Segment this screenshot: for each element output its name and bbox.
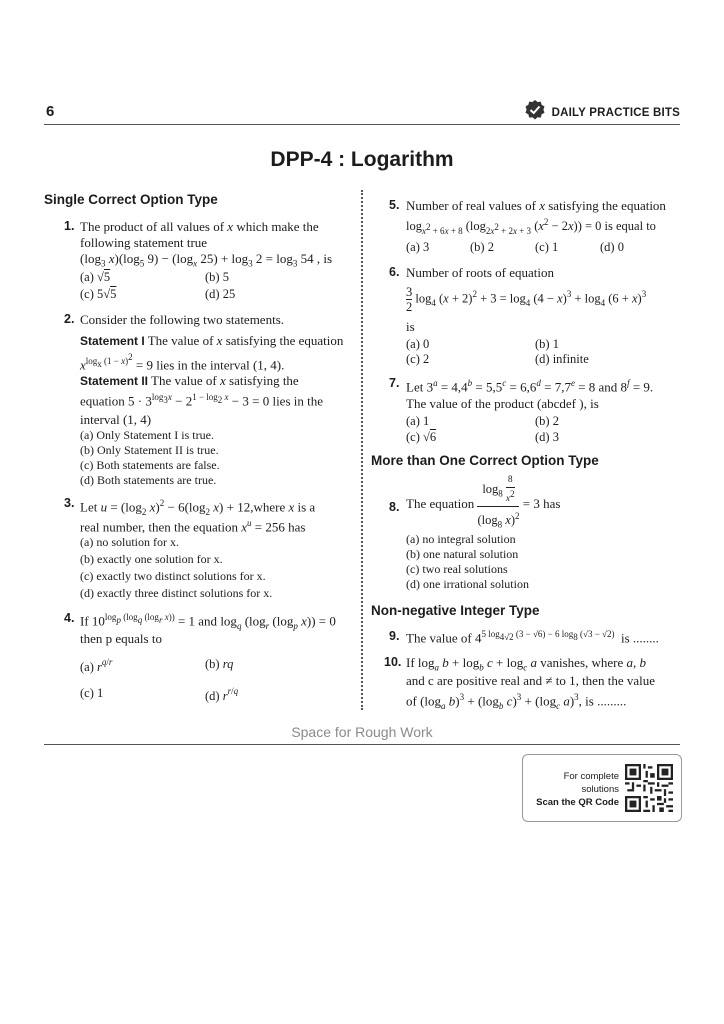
option-a: (a) 1	[406, 414, 430, 428]
question-text: and c are positive real and ≠ to 1, then the value	[406, 673, 655, 688]
option-a: (a) √5	[80, 270, 111, 284]
question-text: is	[406, 319, 415, 334]
option-d: (d) 3	[535, 430, 559, 444]
option-b: (b) 5	[205, 270, 229, 284]
option-a: (a) 0	[406, 337, 430, 351]
footer-divider	[44, 744, 680, 745]
option-d: (d) $r^{r/q}$	[205, 686, 239, 703]
section-multi-correct: More than One Correct Option Type	[371, 453, 599, 468]
column-divider	[361, 190, 363, 710]
question-number: 2.	[64, 312, 75, 326]
question-text: The product of all values of x which make the	[80, 219, 319, 234]
qr-caption: For complete solutions Scan the QR Code	[536, 771, 619, 808]
question-text: The value of the product (abcdef ), is	[406, 396, 599, 411]
question-number: 3.	[64, 496, 75, 510]
option-a: (a) 3	[406, 240, 430, 254]
equation: ($\log_3$ $x)(\log_5$ $9) - (\log_x$ $25) + \log_3 2 = \log_3 54$ , is	[80, 251, 333, 269]
equation: The equation $\log_8$ $\frac{8}{x^2}$ ($\log_8$ x)$^2$ = 3 has	[406, 474, 560, 534]
option-b: (b) Only Statement II is true.	[80, 443, 219, 457]
section-single-correct: Single Correct Option Type	[44, 192, 218, 207]
option-d: (d) Both statements are true.	[80, 473, 217, 487]
question-number: 5.	[389, 198, 400, 212]
question-text: Number of real values of x satisfying the equation	[406, 198, 666, 213]
equation: $\log_{x^2 + 6x + 8} (\log_{2x^2 + 2x + 3}$ $(x^2 - 2x)) = 0$ is equal to	[406, 217, 656, 236]
section-integer: Non-negative Integer Type	[371, 603, 540, 618]
qr-box	[522, 754, 682, 822]
page-number: 6	[46, 103, 55, 120]
option-b: (b) rq	[205, 657, 234, 671]
option-b: (b) exactly one solution for x.	[80, 552, 223, 566]
option-c: (c) √6	[406, 430, 437, 444]
header-divider	[44, 124, 680, 125]
statement-2-equation: equation $5 \cdot 3^{log_3x} - 2^{1 - log_2 x} - 3 = 0$ lies in the	[80, 392, 324, 409]
brand-header	[524, 99, 680, 126]
option-d: (d) infinite	[535, 352, 589, 366]
question-number: 10.	[384, 655, 402, 669]
question-text: Number of roots of equation	[406, 265, 555, 280]
option-c: (c) 5√5	[80, 287, 117, 301]
option-c: (c) 2	[406, 352, 430, 366]
rough-work-label: Space for Rough Work	[291, 724, 433, 740]
option-c: (c) 1	[535, 240, 559, 254]
question-text: The value of $4^{5 log_{4√2} (3 - √6) - 6 log_8 (√3 - √2)}$ is ........	[406, 629, 659, 646]
question-number: 9.	[389, 629, 400, 643]
question-number: 8.	[389, 500, 400, 514]
question-text: Let $3^a = 4,4^b = 5,5^c = 6,6^d = 7,7^e = 8$ and $8^f = 9$.	[406, 378, 654, 395]
page-title: DPP-4 : Logarithm	[270, 148, 454, 171]
question-text: Consider the following two statements.	[80, 312, 285, 327]
statement-1-equation: $x^{log_x (1 - x)^2} = 9$ lies in the interval (1, 4).	[80, 352, 285, 373]
question-text: of ($\log_a$ $b)^3 + (\log_b$ $c)^3 + (\log_c$ a)$^3$, is .........	[406, 692, 627, 711]
question-number: 7.	[389, 376, 400, 390]
option-c: (c) Both statements are false.	[80, 458, 220, 472]
statement-2: Statement II The value of x satisfying the	[80, 373, 299, 388]
question-text: If $\log_a b + \log_b c + \log_c a$ vanishes, where a, b	[406, 655, 647, 673]
question-text: If $10^{log_p (log_q (log_r x))} = 1$ and $\log_q (\log_r$ ($\log_p$ x)) = 0	[80, 612, 336, 631]
checklist-badge-icon	[524, 99, 546, 126]
option-d: (d) 25	[205, 287, 236, 301]
question-text: then p equals to	[80, 631, 162, 646]
option-d: (d) exactly three distinct solutions for x.	[80, 586, 273, 600]
option-b: (b) 2	[535, 414, 559, 428]
option-b: (b) one natural solution	[406, 547, 519, 561]
question-text: following statement true	[80, 235, 208, 250]
option-a: (a) no integral solution	[406, 532, 516, 546]
equation: $\frac{3}{2}$ $\log_4 (x + 2)^2 + 3 = \log_4 (4 - x)^3 + \log_4 (6 + x)^3$	[406, 285, 647, 314]
brand-title: DAILY PRACTICE BITS	[551, 106, 680, 119]
option-a: (a) no solution for x.	[80, 535, 179, 549]
question-text: real number, then the equation $x^u = 256$ has	[80, 518, 306, 535]
question-number: 4.	[64, 611, 75, 625]
option-d: (d) one irrational solution	[406, 577, 529, 591]
interval-text: interval (1, 4)	[80, 412, 152, 427]
option-c: (c) two real solutions	[406, 562, 508, 576]
option-d: (d) 0	[600, 240, 624, 254]
statement-1: Statement I The value of x satisfying the equation	[80, 333, 344, 348]
option-b: (b) 2	[470, 240, 494, 254]
option-b: (b) 1	[535, 337, 559, 351]
option-a: (a) $r^{q/r}$	[80, 657, 113, 674]
question-text: Let $u = (\log_2$ $x)^2 - 6(\log_2$ x) + 12,where x is a	[80, 498, 316, 517]
qr-code-icon[interactable]	[625, 763, 673, 813]
question-number: 1.	[64, 219, 75, 233]
question-number: 6.	[389, 265, 400, 279]
option-c: (c) exactly two distinct solutions for x.	[80, 569, 266, 583]
option-a: (a) Only Statement I is true.	[80, 428, 214, 442]
option-c: (c) 1	[80, 686, 104, 700]
